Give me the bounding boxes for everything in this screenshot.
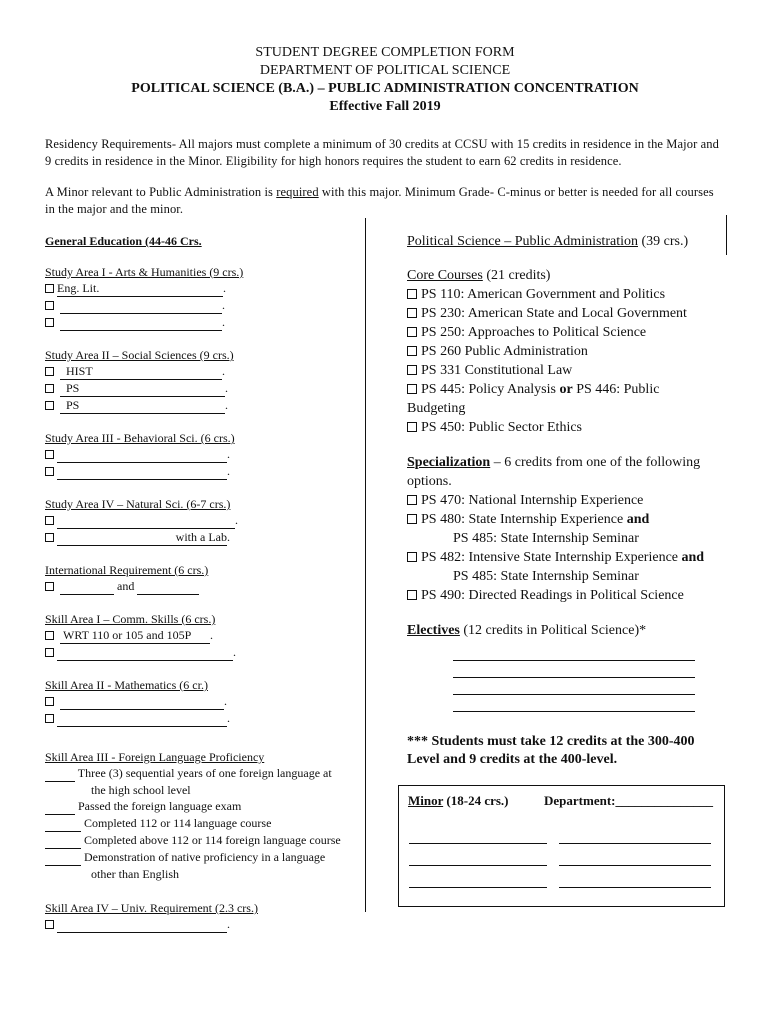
skill-area-2-row-1[interactable]: . [45,693,360,710]
entry-line[interactable] [60,314,222,331]
elective-line-1[interactable] [453,660,695,661]
entry-line[interactable] [45,815,81,832]
language-option-2[interactable]: Passed the foreign language exam [45,798,360,815]
form-title: STUDENT DEGREE COMPLETION FORM [255,45,515,60]
checkbox[interactable] [45,450,54,459]
study-area-3-row-2[interactable]: . [45,463,360,480]
study-area-3-row-1[interactable]: . [45,446,360,463]
minor-line[interactable] [559,843,711,844]
skill-area-2-title: Skill Area II - Mathematics (6 cr.) [45,678,208,692]
entry-line[interactable] [57,644,233,661]
checkbox[interactable] [407,422,417,432]
language-option-1-cont: the high school level [91,783,191,797]
program-title: POLITICAL SCIENCE (B.A.) – PUBLIC ADMINISTRATION CONCENTRATION [131,81,639,96]
residency-requirements: Residency Requirements- All majors must complete a minimum of 30 credits at CCSU with 15 credits in residence in the Major and 9 credits in residence in the Minor. Eligibility for high honors requires the student to earn 62 credits in residence. [45,137,719,168]
credit-level-note: *** Students must take 12 credits at the 300-400 Level and 9 credits at the 400-level. [407,734,695,767]
entry-line[interactable]: PS [60,380,225,397]
entry-line[interactable] [60,693,224,710]
entry-line[interactable] [45,849,81,866]
core-course-4[interactable]: PS 260 Public Administration [407,342,725,361]
study-area-2-row-3[interactable]: PS . [45,397,360,414]
checkbox[interactable] [45,714,54,723]
core-course-3[interactable]: PS 250: Approaches to Political Science [407,323,725,342]
checkbox[interactable] [407,308,417,318]
specialization-title: Specialization – 6 credits from one of the following [407,455,701,470]
skill-area-1-row-2[interactable]: . [45,644,360,661]
specialization-option-3[interactable]: PS 482: Intensive State Internship Experience and [407,548,725,567]
elective-line-3[interactable] [453,694,695,695]
core-course-5[interactable]: PS 331 Constitutional Law [407,361,725,380]
checkbox[interactable] [407,384,417,394]
core-course-6[interactable]: PS 445: Policy Analysis or PS 446: Public [407,380,725,399]
entry-line[interactable] [60,297,222,314]
skill-area-4-row-1[interactable]: . [45,916,360,933]
international-title: International Requirement (6 crs.) [45,563,209,577]
language-option-3[interactable]: Completed 112 or 114 language course [45,815,360,832]
international-row[interactable]: and [45,578,360,595]
minor-line[interactable] [409,887,547,888]
core-courses-title: Core Courses (21 credits) [407,268,551,283]
study-area-3-title: Study Area III - Behavioral Sci. (6 crs.) [45,431,235,445]
checkbox[interactable] [45,648,54,657]
study-area-1-title: Study Area I - Arts & Humanities (9 crs.) [45,265,244,279]
major-column [407,232,725,640]
checkbox[interactable] [45,367,54,376]
right-edge-line [726,215,727,255]
entry-line[interactable] [57,512,235,529]
core-course-7[interactable]: PS 450: Public Sector Ethics [407,418,725,437]
core-course-2[interactable]: PS 230: American State and Local Government [407,304,725,323]
study-area-4-row-2[interactable]: with a Lab. [45,529,360,546]
checkbox[interactable] [407,327,417,337]
skill-area-1-title: Skill Area I – Comm. Skills (6 crs.) [45,612,216,626]
study-area-1-row-3[interactable]: . [45,314,360,331]
effective-date: Effective Fall 2019 [329,99,441,114]
minor-box [398,785,725,907]
entry-line[interactable] [45,765,75,782]
language-option-1[interactable]: Three (3) sequential years of one foreign language at [45,765,360,782]
minor-title: Minor (18-24 crs.) [408,793,509,808]
specialization-text-cont: options. [407,474,452,489]
minor-line[interactable] [559,865,711,866]
study-area-4-title: Study Area IV – Natural Sci. (6-7 crs.) [45,497,231,511]
checkbox[interactable] [45,582,54,591]
entry-line[interactable] [45,832,81,849]
specialization-option-4[interactable]: PS 490: Directed Readings in Political Science [407,586,725,605]
minor-department-field[interactable]: Department:_______________ [544,793,713,808]
checkbox[interactable] [45,467,54,476]
checkbox[interactable] [45,516,54,525]
skill-area-3-title: Skill Area III - Foreign Language Proficiency [45,750,265,764]
study-area-2-row-2[interactable]: PS . [45,380,360,397]
core-course-6-cont: Budgeting [407,401,466,416]
entry-line[interactable] [60,578,114,595]
language-option-4[interactable]: Completed above 112 or 114 foreign language course [45,832,360,849]
specialization-option-2[interactable]: PS 480: State Internship Experience and [407,510,725,529]
entry-line[interactable]: HIST [60,363,222,380]
checkbox[interactable] [45,631,54,640]
skill-area-2-row-2[interactable]: . [45,710,360,727]
minor-requirement: A Minor relevant to Public Administration is required with this major. Minimum Grade- C-minus or better is needed for all courses in the major and the minor. [45,185,714,216]
checkbox[interactable] [407,365,417,375]
entry-line[interactable] [45,798,75,815]
study-area-2-row-1[interactable]: HIST . [45,363,360,380]
checkbox[interactable] [407,590,417,600]
entry-line[interactable]: PS [60,397,225,414]
study-area-1-row-1[interactable]: Eng. Lit. . [45,280,360,297]
checkbox[interactable] [407,495,417,505]
study-area-4-row-1[interactable]: . [45,512,360,529]
checkbox[interactable] [407,514,417,524]
checkbox[interactable] [407,346,417,356]
gen-ed-column [45,233,360,933]
column-divider [365,218,366,912]
checkbox[interactable] [407,289,417,299]
department-title: DEPARTMENT OF POLITICAL SCIENCE [259,63,511,78]
entry-line[interactable] [137,578,199,595]
specialization-option-2-cont: PS 485: State Internship Seminar [453,531,639,546]
gen-ed-title: General Education (44-46 Crs. [45,234,202,248]
checkbox[interactable] [45,284,54,293]
language-option-5[interactable]: Demonstration of native proficiency in a language [45,849,360,866]
elective-line-4[interactable] [453,711,695,712]
entry-line[interactable]: with a Lab [57,529,227,546]
entry-line[interactable] [57,446,227,463]
skill-area-1-row-1[interactable]: WRT 110 or 105 and 105P . [45,627,360,644]
checkbox[interactable] [45,318,54,327]
entry-line[interactable]: WRT 110 or 105 and 105P [60,627,210,644]
skill-area-4-title: Skill Area IV – Univ. Requirement (2.3 crs.) [45,901,258,915]
checkbox[interactable] [45,697,54,706]
checkbox[interactable] [45,384,54,393]
electives-title: Electives (12 credits in Political Science)* [407,623,647,638]
checkbox[interactable] [407,552,417,562]
language-option-5-cont: other than English [91,867,179,881]
checkbox[interactable] [45,401,54,410]
specialization-option-3-cont: PS 485: State Internship Seminar [453,569,639,584]
checkbox[interactable] [45,920,54,929]
minor-line[interactable] [409,865,547,866]
minor-line[interactable] [559,887,711,888]
minor-line[interactable] [409,843,547,844]
entry-line[interactable]: Eng. Lit. [57,280,223,297]
core-course-1[interactable]: PS 110: American Government and Politics [407,285,725,304]
major-title: Political Science – Public Administration (39 crs.) [407,234,689,249]
entry-line[interactable] [57,916,227,933]
entry-line[interactable] [57,710,227,727]
specialization-option-1[interactable]: PS 470: National Internship Experience [407,491,725,510]
study-area-1-row-2[interactable]: . [45,297,360,314]
study-area-2-title: Study Area II – Social Sciences (9 crs.) [45,348,234,362]
elective-line-2[interactable] [453,677,695,678]
entry-line[interactable] [57,463,227,480]
checkbox[interactable] [45,533,54,542]
checkbox[interactable] [45,301,54,310]
